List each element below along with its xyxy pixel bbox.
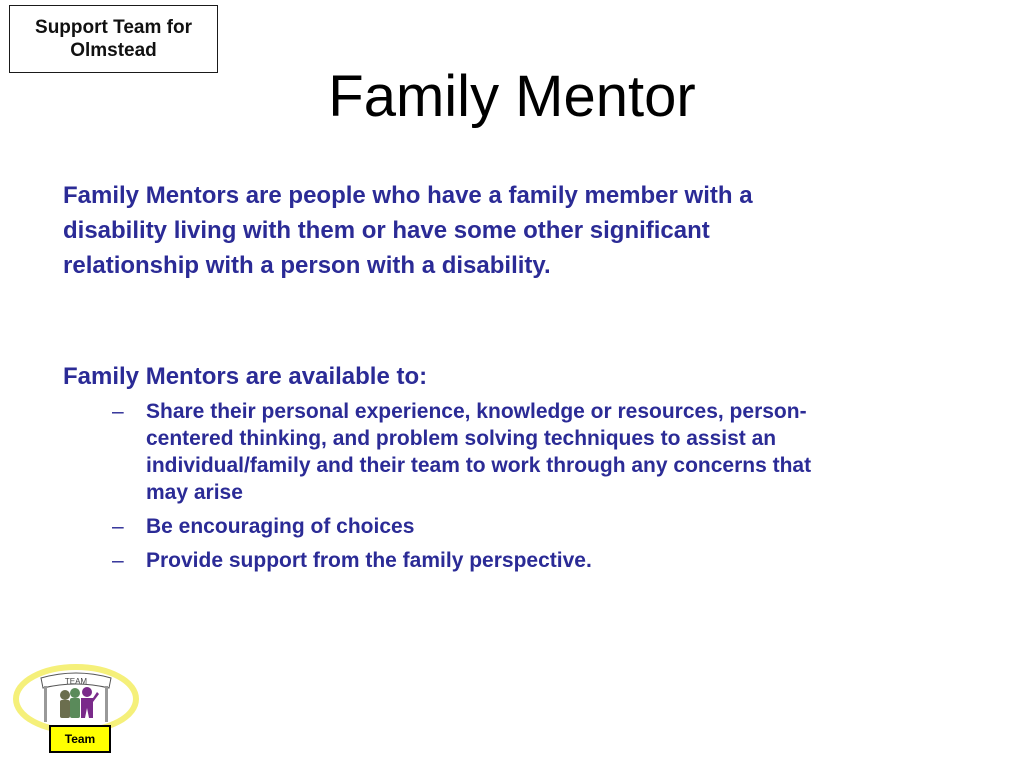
bullet-text: Provide support from the family perspective. bbox=[146, 549, 592, 572]
available-heading: Family Mentors are available to: bbox=[63, 363, 428, 390]
bullet-line: may arise bbox=[146, 481, 243, 504]
bullet-line: centered thinking, and problem solving techniques to assist an bbox=[146, 427, 777, 450]
header-tag-line2: Olmstead bbox=[70, 40, 157, 61]
slide-title: Family Mentor bbox=[328, 64, 696, 129]
bullet-line: individual/family and their team to work through any concerns that bbox=[146, 454, 812, 477]
intro-line-3: relationship with a person with a disability. bbox=[63, 252, 551, 279]
intro-paragraph bbox=[63, 178, 963, 283]
team-logo bbox=[13, 662, 139, 756]
bullet-list bbox=[112, 398, 972, 581]
header-tag-line1: Support Team for bbox=[35, 17, 192, 38]
bullet-text: Be encouraging of choices bbox=[146, 515, 415, 538]
bullet-text bbox=[146, 398, 972, 506]
intro-line-2: disability living with them or have some other significant bbox=[63, 217, 710, 244]
logo-team-label: Team bbox=[49, 725, 111, 753]
bullet-marker: – bbox=[112, 515, 124, 538]
intro-line-1: Family Mentors are people who have a family member with a bbox=[63, 182, 753, 209]
bullet-item-share bbox=[112, 398, 972, 506]
bullet-line: Share their personal experience, knowledge or resources, person- bbox=[146, 400, 807, 423]
logo-banner-text: TEAM bbox=[64, 677, 88, 686]
bullet-item-support bbox=[112, 547, 972, 574]
bullet-marker: – bbox=[112, 549, 124, 572]
bullet-marker: – bbox=[112, 400, 124, 423]
bullet-item-encouraging bbox=[112, 513, 972, 540]
